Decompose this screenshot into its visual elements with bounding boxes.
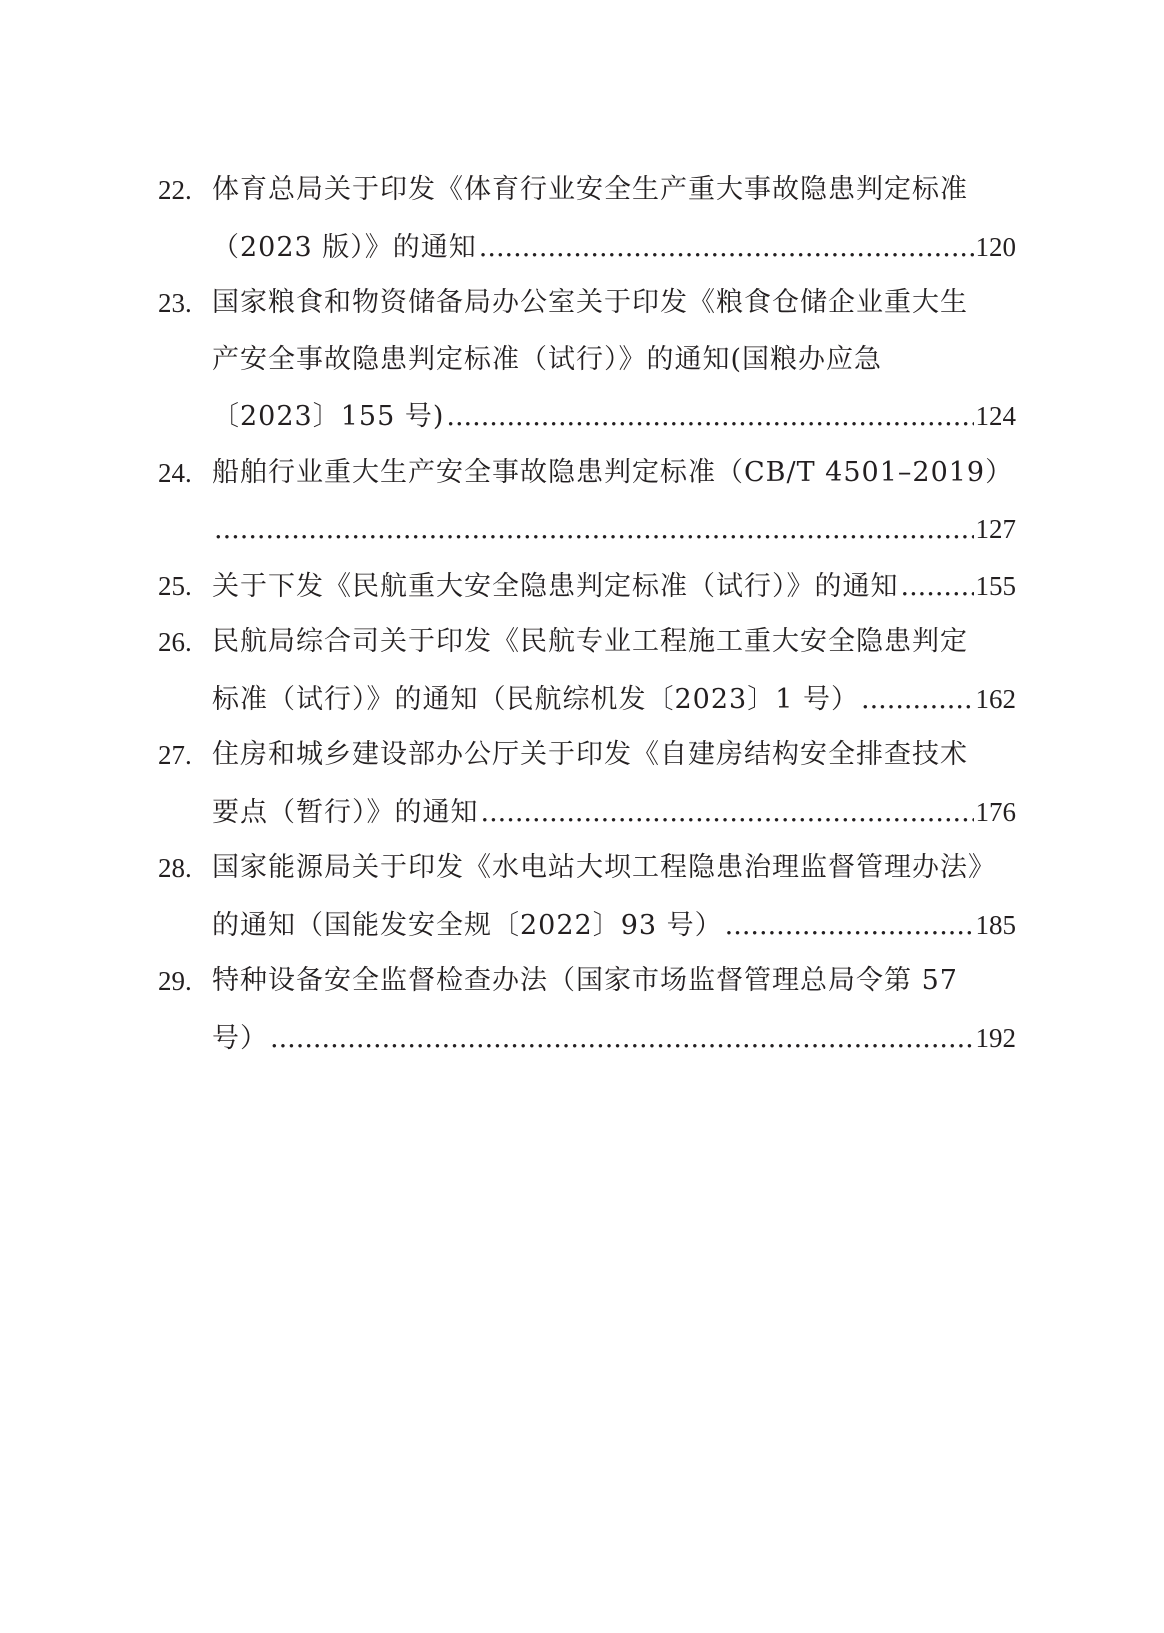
toc-entry[interactable] — [158, 614, 1016, 727]
dot-leader — [270, 1011, 974, 1068]
dot-leader — [481, 785, 974, 842]
entry-body — [212, 558, 1016, 615]
dot-leader — [479, 220, 974, 277]
entry-body — [212, 162, 1016, 275]
toc-entry[interactable] — [158, 275, 1016, 445]
entry-last-line — [212, 897, 1016, 954]
toc-entry[interactable] — [158, 445, 1016, 558]
entry-last-line — [212, 388, 1016, 445]
entry-body — [212, 953, 1016, 1066]
entry-number: 29. — [158, 966, 192, 996]
entry-last-line — [212, 219, 1016, 276]
entry-title-line: 住房和城乡建设部办公厅关于印发《自建房结构安全排查技术 — [212, 739, 968, 770]
page-number: 127 — [975, 514, 1016, 544]
entry-title-line: 产安全事故隐患判定标准（试行）》的通知(国粮办应急 — [212, 343, 883, 375]
entry-body — [212, 614, 1016, 727]
entry-title-line: 国家粮食和物资储备局办公室关于印发《粮食仓储企业重大生 — [212, 287, 968, 318]
dot-leader — [901, 559, 974, 616]
entry-number: 22. — [158, 175, 192, 205]
entry-title-line: 国家能源局关于印发《水电站大坝工程隐患治理监督管理办法》 — [212, 852, 996, 883]
entry-last-line — [212, 501, 1016, 558]
page-number: 124 — [975, 401, 1016, 431]
entry-last-line — [212, 1010, 1016, 1067]
entry-body — [212, 840, 1016, 953]
entry-last-line — [212, 784, 1016, 841]
table-of-contents — [158, 162, 1016, 1066]
entry-title-tail: 标准（试行）》的通知（民航综机发〔2023〕1 号） — [212, 683, 859, 715]
entry-title-tail: （2023 版）》的通知 — [212, 231, 477, 263]
page-number: 162 — [975, 683, 1016, 714]
entry-title-tail: 关于下发《民航重大安全隐患判定标准（试行）》的通知 — [212, 570, 899, 602]
entry-title-line: 体育总局关于印发《体育行业安全生产重大事故隐患判定标准 — [212, 174, 968, 205]
page-number: 155 — [975, 570, 1016, 601]
toc-entry[interactable] — [158, 558, 1016, 615]
entry-number: 25. — [158, 570, 192, 601]
entry-title-line: 船舶行业重大生产安全事故隐患判定标准（CB/T 4501–2019） — [212, 456, 1014, 488]
dot-leader — [214, 502, 974, 559]
toc-entry[interactable] — [158, 840, 1016, 953]
dot-leader — [446, 389, 973, 446]
entry-number: 24. — [158, 457, 192, 488]
page-number: 192 — [975, 1022, 1016, 1053]
entry-title-tail: 要点（暂行）》的通知 — [212, 796, 479, 828]
page-number: 185 — [975, 909, 1016, 940]
page-number: 176 — [975, 796, 1016, 827]
entry-last-line — [212, 558, 1016, 615]
page-number: 120 — [975, 231, 1016, 262]
entry-number: 23. — [158, 288, 192, 318]
entry-body — [212, 275, 1016, 445]
toc-entry[interactable] — [158, 162, 1016, 275]
dot-leader — [861, 672, 974, 729]
entry-title-line: 特种设备安全监督检查办法（国家市场监督管理总局令第 57 — [212, 965, 958, 996]
entry-number: 27. — [158, 740, 192, 770]
entry-title-tail: 的通知（国能发安全规〔2022〕93 号） — [212, 909, 723, 941]
entry-title-line: 民航局综合司关于印发《民航专业工程施工重大安全隐患判定 — [212, 626, 968, 657]
entry-number: 28. — [158, 853, 192, 883]
entry-title-tail: 〔2023〕155 号) — [212, 401, 445, 432]
dot-leader — [725, 898, 974, 955]
entry-number: 26. — [158, 627, 192, 657]
entry-body — [212, 727, 1016, 840]
toc-entry[interactable] — [158, 953, 1016, 1066]
entry-title-tail: 号） — [212, 1022, 268, 1054]
entry-body — [212, 445, 1016, 558]
entry-last-line — [212, 671, 1016, 728]
toc-entry[interactable] — [158, 727, 1016, 840]
